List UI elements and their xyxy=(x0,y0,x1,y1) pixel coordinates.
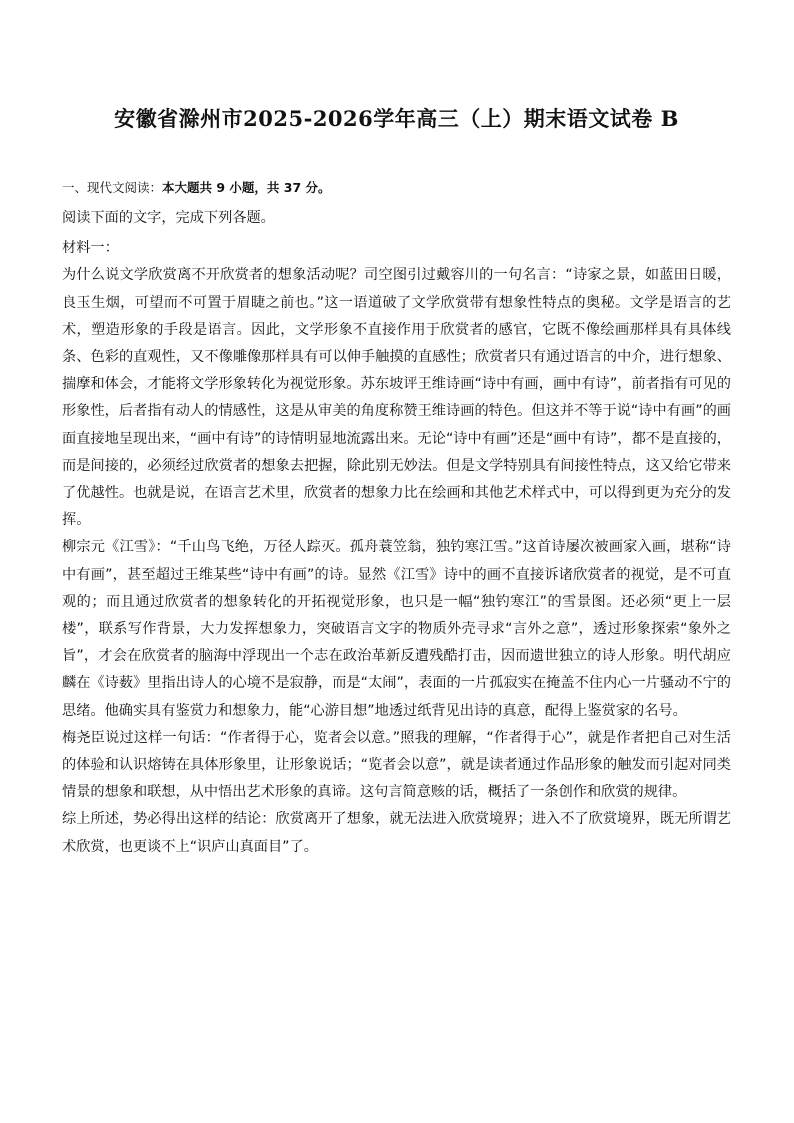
paragraph-2: 柳宗元《江雪》：“千山鸟飞绝，万径人踪灭。孤舟蓑笠翁，独钓寒江雪。”这首诗屡次被画家入画，堪称“诗中有画”，甚至超过王维某些“诗中有画”的诗。显然《江雪》诗中的画不直接诉诸欣赏者的视觉，是不可直观的；而且通过欣赏者的想象转化的开拓视觉形象，也只是一幅“独钓寒江”的雪景图。还必须“更上一层楼”，联系写作背景，大力发挥想象力，突破语言文字的物质外壳寻求“言外之意”，透过形象探索“象外之旨”，才会在欣赏者的脑海中浮现出一个志在政治革新反遭残酷打击，因而遗世独立的诗人形象。明代胡应麟在《诗薮》里指出诗人的心境不是寂静，而是“太闹”，表面的一片孤寂实在掩盖不住内心一片骚动不宁的思绪。他确实具有鉴赏力和想象力，能“心游目想”地透过纸背见出诗的真意，配得上鉴赏家的名号。 xyxy=(62,539,731,719)
reading-instruction: 阅读下面的文字，完成下列各题。 xyxy=(62,210,275,226)
section-number: 一、现代文阅读： xyxy=(62,180,163,195)
section-heading xyxy=(62,174,731,202)
paragraph-4: 综上所述，势必得出这样的结论：欣赏离开了想象，就无法进入欣赏境界；进入不了欣赏境界，既无所谓艺术欣赏，也更谈不上“识庐山真面目”了。 xyxy=(62,811,731,855)
page-title: 安徽省滁州市2025-2026学年高三（上）期末语文试卷 B xyxy=(114,106,679,131)
paragraph-1: 为什么说文学欣赏离不开欣赏者的想象活动呢？司空图引过戴容川的一句名言：“诗家之景，如蓝田日暖，良玉生烟，可望而不可置于眉睫之前也。”这一语道破了文学欣赏带有想象性特点的奥秘。文学是语言的艺术，塑造形象的手段是语言。因此，文学形象不直接作用于欣赏者的感官，它既不像绘画那样具有具体线条、色彩的直观性，又不像雕像那样具有可以伸手触摸的直感性；欣赏者只有通过语言的中介，进行想象、揣摩和体会，才能将文学形象转化为视觉形象。苏东坡评王维诗画“诗中有画，画中有诗”，前者指有可见的形象性，后者指有动人的情感性，这是从审美的角度称赞王维诗画的特色。但这并不等于说“诗中有画”的画面直接地呈现出来，“画中有诗”的诗情明显地流露出来。无论“诗中有画”还是“画中有诗”，都不是直接的，而是间接的，必须经过欣赏者的想象去把握，除此别无妙法。但是文学特别具有间接性特点，这又给它带来了优越性。也就是说，在语言艺术里，欣赏者的想象力比在绘画和其他艺术样式中，可以得到更为充分的发挥。 xyxy=(62,267,731,529)
section-description: 本大题共 9 小题，共 37 分。 xyxy=(162,180,331,195)
material-label: 材料一： xyxy=(62,240,119,257)
paragraph-3: 梅尧臣说过这样一句话：“作者得于心，览者会以意。”照我的理解，“作者得于心”，就是作者把自己对生活的体验和认识熔铸在具体形象里，让形象说话；“览者会以意”，就是读者通过作品形象的触发而引起对同类情景的想象和联想，从中悟出艺术形象的真谛。这句言简意赅的话，概括了一条创作和欣赏的规律。 xyxy=(62,729,731,801)
